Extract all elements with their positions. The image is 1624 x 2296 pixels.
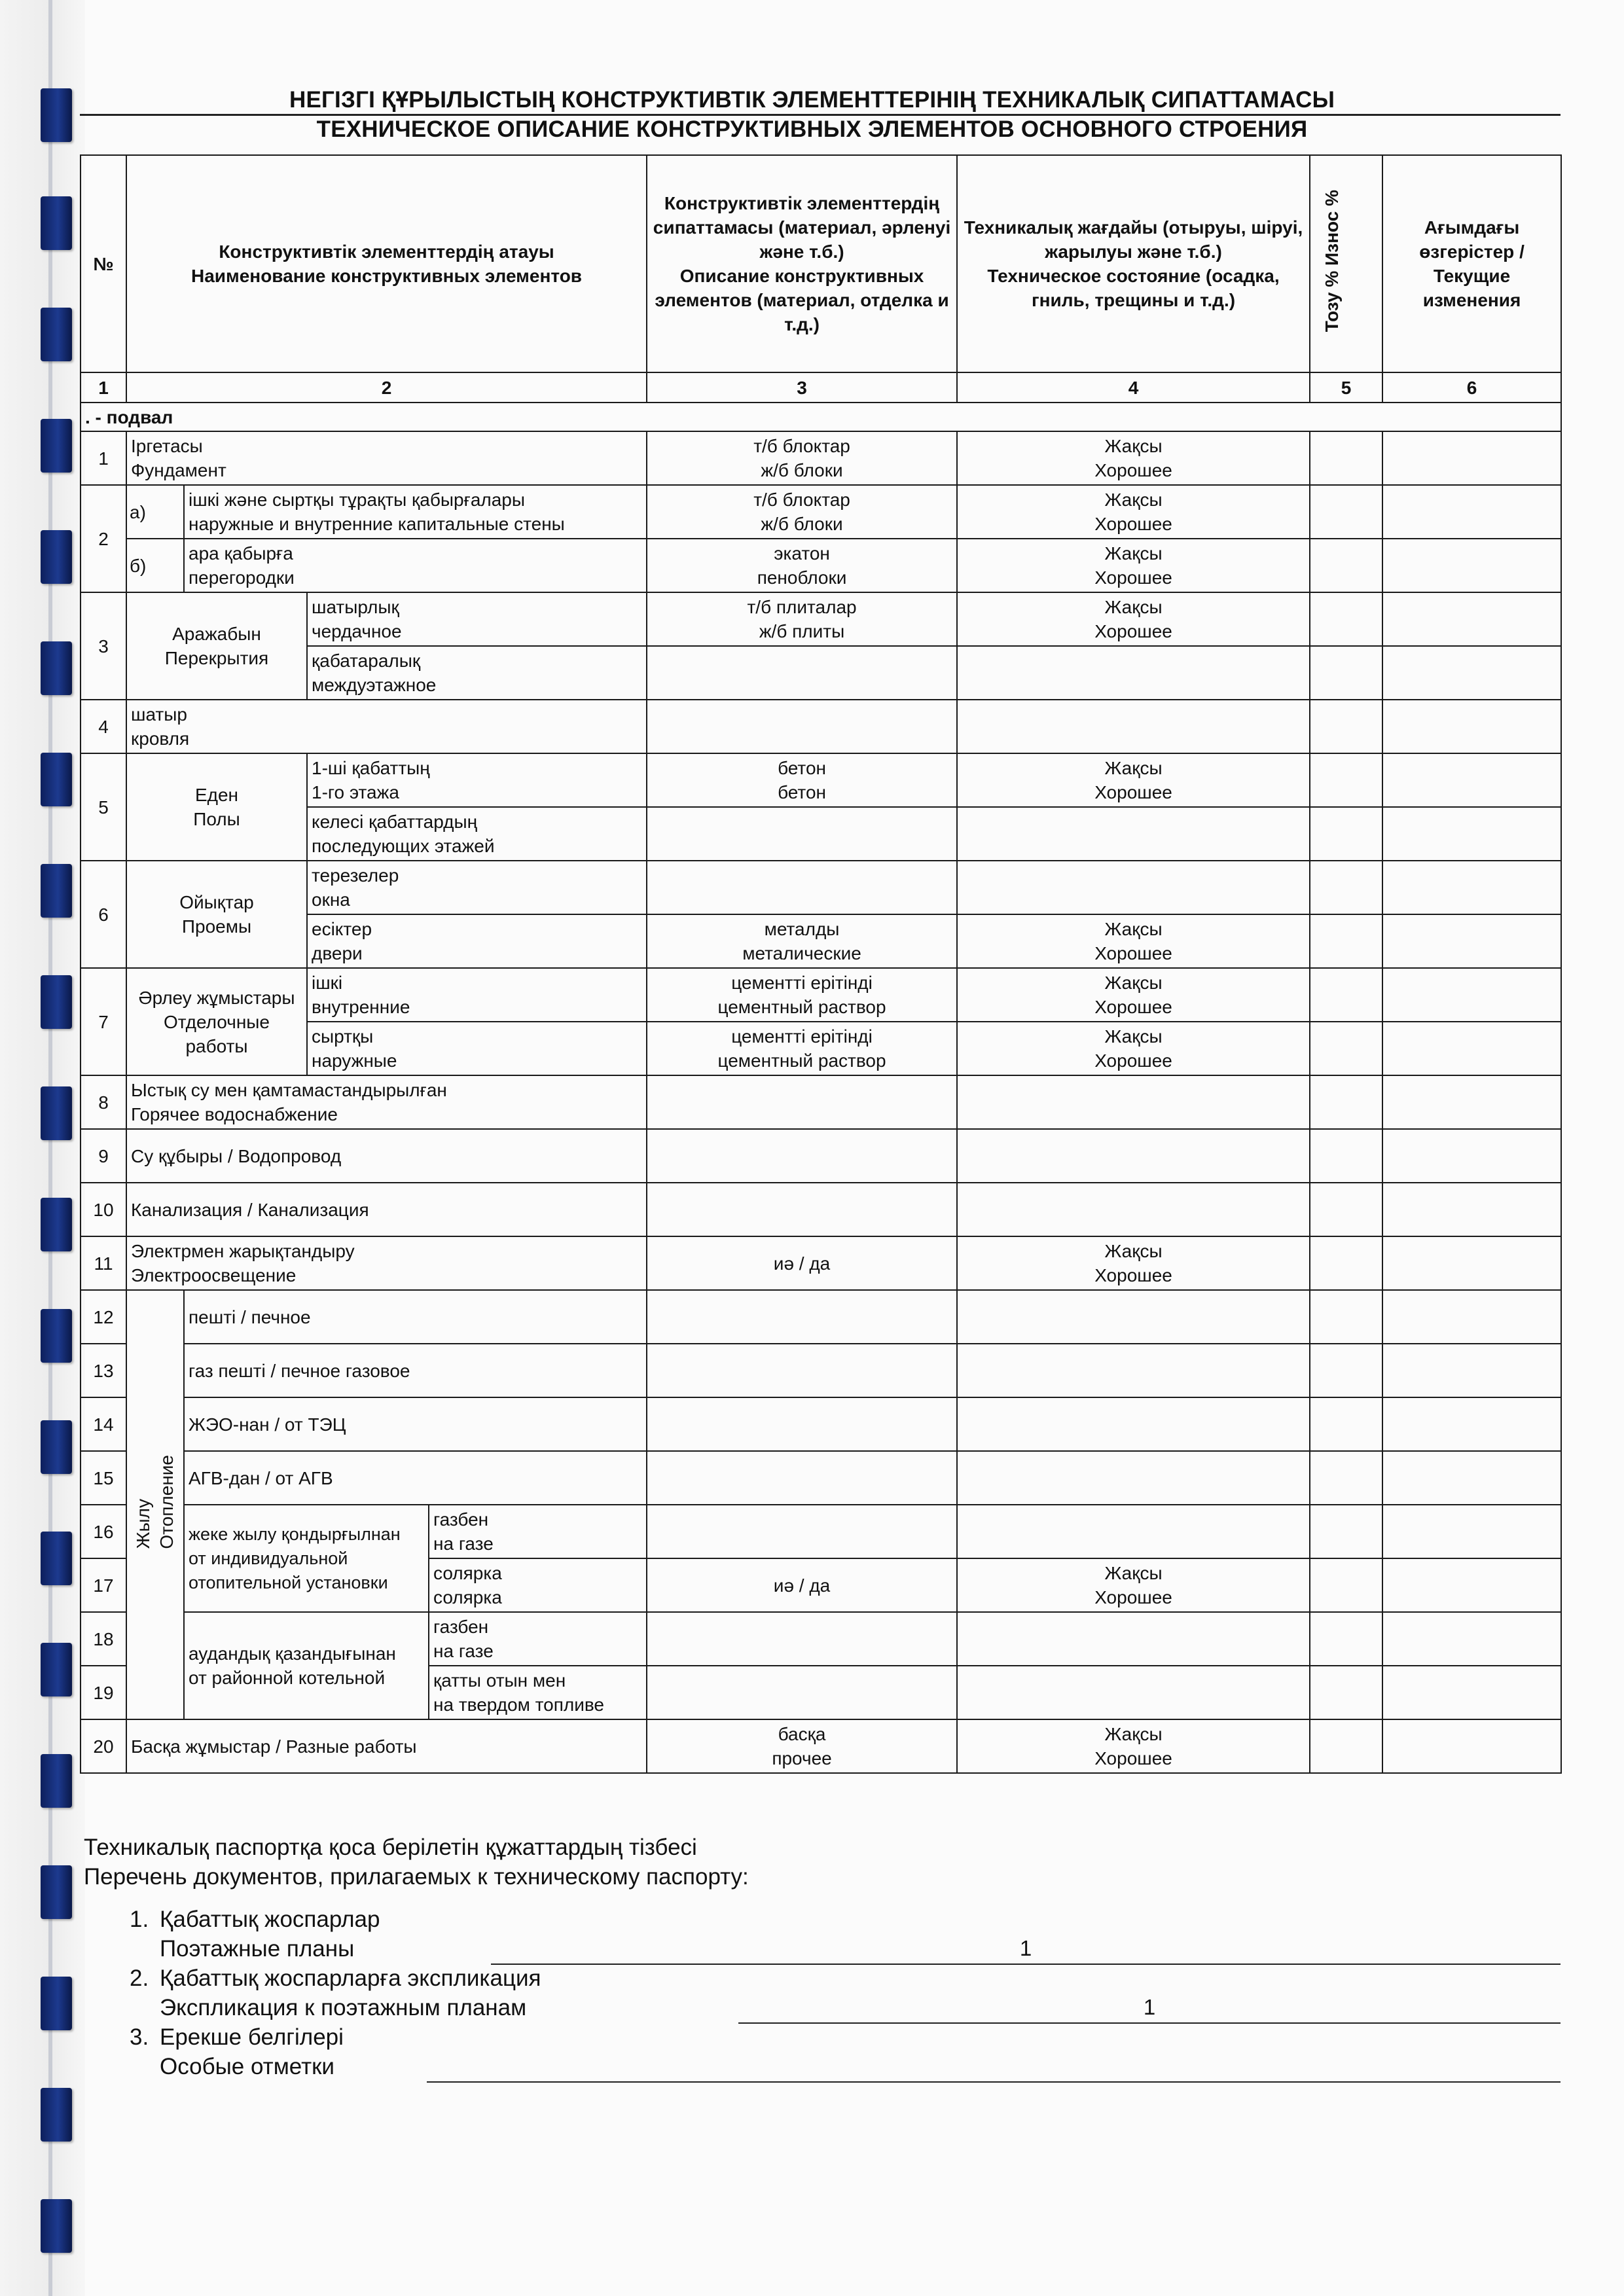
element-subname: шатырлық чердачное xyxy=(307,592,647,646)
element-description xyxy=(647,700,957,753)
element-state: Жақсы Хорошее xyxy=(957,968,1310,1022)
col-number: 3 xyxy=(647,372,957,403)
table-row xyxy=(81,1505,1561,1558)
element-state: Жақсы Хорошее xyxy=(957,485,1310,539)
element-state: Жақсы Хорошее xyxy=(957,1558,1310,1612)
changes-cell xyxy=(1382,1397,1561,1451)
element-name: ара қабырға перегородки xyxy=(184,539,647,592)
element-state xyxy=(957,1451,1310,1505)
elements-table xyxy=(80,154,1562,1774)
changes-cell xyxy=(1382,1344,1561,1397)
element-state xyxy=(957,1666,1310,1719)
element-description xyxy=(647,1397,957,1451)
element-state: Жақсы Хорошее xyxy=(957,1236,1310,1290)
element-state xyxy=(957,807,1310,861)
element-description xyxy=(647,646,957,700)
changes-cell xyxy=(1382,807,1561,861)
element-state: Жақсы Хорошее xyxy=(957,431,1310,485)
table-row xyxy=(81,753,1561,807)
row-number: 4 xyxy=(81,700,126,753)
col-number: 6 xyxy=(1382,372,1561,403)
element-state: Жақсы Хорошее xyxy=(957,753,1310,807)
row-number: 12 xyxy=(81,1290,126,1344)
element-name: Басқа жұмыстар / Разные работы xyxy=(126,1719,647,1773)
wear-cell xyxy=(1310,1022,1382,1075)
element-state xyxy=(957,1129,1310,1183)
row-number: 20 xyxy=(81,1719,126,1773)
row-number: 17 xyxy=(81,1558,126,1612)
element-state xyxy=(957,1290,1310,1344)
doc-item-underline xyxy=(491,1964,1561,1965)
table-row xyxy=(81,1719,1561,1773)
element-subname: келесі қабаттардың последующих этажей xyxy=(307,807,647,861)
table-row xyxy=(81,1129,1561,1183)
changes-cell xyxy=(1382,1558,1561,1612)
element-name: ЖЭО-нан / от ТЭЦ xyxy=(184,1397,647,1451)
col-number: 2 xyxy=(126,372,647,403)
changes-cell xyxy=(1382,1505,1561,1558)
element-description xyxy=(647,807,957,861)
element-description xyxy=(647,1505,957,1558)
section-row xyxy=(81,403,1561,431)
changes-cell xyxy=(1382,1022,1561,1075)
table-row xyxy=(81,861,1561,914)
element-subname: газбен на газе xyxy=(429,1612,647,1666)
element-subname: ішкі внутренние xyxy=(307,968,647,1022)
doc-item-kz: Ерекше белгілері xyxy=(160,2024,344,2050)
table-row xyxy=(81,1183,1561,1236)
element-description: иә / да xyxy=(647,1558,957,1612)
element-state xyxy=(957,1183,1310,1236)
table-row xyxy=(81,485,1561,539)
row-number: 13 xyxy=(81,1344,126,1397)
element-description: иә / да xyxy=(647,1236,957,1290)
element-state xyxy=(957,1505,1310,1558)
row-number: 11 xyxy=(81,1236,126,1290)
doc-item-ru: Поэтажные планы xyxy=(160,1936,355,1962)
sub-letter: а) xyxy=(126,485,184,539)
element-description: металды металические xyxy=(647,914,957,968)
table-row xyxy=(81,1075,1561,1129)
table-row xyxy=(81,700,1561,753)
wear-cell xyxy=(1310,700,1382,753)
wear-cell xyxy=(1310,1558,1382,1612)
doc-item-number: 2. xyxy=(130,1965,149,1991)
element-subname: газбен на газе xyxy=(429,1505,647,1558)
element-group: Аражабын Перекрытия xyxy=(126,592,307,700)
element-name: Іргетасы Фундамент xyxy=(126,431,647,485)
element-name: Электрмен жарықтандыру Электроосвещение xyxy=(126,1236,647,1290)
wear-cell xyxy=(1310,753,1382,807)
docs-heading-ru: Перечень документов, прилагаемых к техническому паспорту: xyxy=(84,1864,749,1890)
col-number: 1 xyxy=(81,372,126,403)
changes-cell xyxy=(1382,1666,1561,1719)
row-number: 15 xyxy=(81,1451,126,1505)
table-row xyxy=(81,1290,1561,1344)
title-rule xyxy=(80,114,1561,116)
row-number: 2 xyxy=(81,485,126,592)
changes-cell xyxy=(1382,968,1561,1022)
row-number: 19 xyxy=(81,1666,126,1719)
table-row xyxy=(81,968,1561,1022)
row-number: 6 xyxy=(81,861,126,968)
doc-item-underline xyxy=(738,2022,1561,2024)
element-state: Жақсы Хорошее xyxy=(957,592,1310,646)
row-number: 16 xyxy=(81,1505,126,1558)
wear-cell xyxy=(1310,807,1382,861)
wear-cell xyxy=(1310,1505,1382,1558)
wear-cell xyxy=(1310,1236,1382,1290)
row-number: 7 xyxy=(81,968,126,1075)
page-title-ru: ТЕХНИЧЕСКОЕ ОПИСАНИЕ КОНСТРУКТИВНЫХ ЭЛЕМЕНТОВ ОСНОВНОГО СТРОЕНИЯ xyxy=(316,117,1308,142)
row-number: 5 xyxy=(81,753,126,861)
element-description xyxy=(647,1451,957,1505)
changes-cell xyxy=(1382,485,1561,539)
element-state xyxy=(957,1397,1310,1451)
row-number: 8 xyxy=(81,1075,126,1129)
element-group: аудандық қазандығынан от районной котельной xyxy=(184,1612,429,1719)
table-row xyxy=(81,1612,1561,1666)
changes-cell xyxy=(1382,914,1561,968)
wear-cell xyxy=(1310,539,1382,592)
element-name: Канализация / Канализация xyxy=(126,1183,647,1236)
element-name: шатыр кровля xyxy=(126,700,647,753)
changes-cell xyxy=(1382,539,1561,592)
page-title-kz: НЕГІЗГІ ҚҰРЫЛЫСТЫҢ КОНСТРУКТИВТІК ЭЛЕМЕНТТЕРІНІҢ ТЕХНИКАЛЫҚ СИПАТТАМАСЫ xyxy=(289,87,1335,113)
table-row xyxy=(81,1236,1561,1290)
element-description: экатон пеноблоки xyxy=(647,539,957,592)
element-group: Әрлеу жұмыстары Отделочные работы xyxy=(126,968,307,1075)
row-number: 14 xyxy=(81,1397,126,1451)
element-state xyxy=(957,1344,1310,1397)
element-state xyxy=(957,700,1310,753)
element-subname: сыртқы наружные xyxy=(307,1022,647,1075)
row-number: 1 xyxy=(81,431,126,485)
element-state xyxy=(957,861,1310,914)
doc-item-number: 3. xyxy=(130,2024,149,2050)
changes-cell xyxy=(1382,1075,1561,1129)
element-state: Жақсы Хорошее xyxy=(957,914,1310,968)
element-description: т/б блоктар ж/б блоки xyxy=(647,485,957,539)
element-description xyxy=(647,861,957,914)
heating-label: Жылу Отопление xyxy=(126,1290,184,1719)
element-description xyxy=(647,1075,957,1129)
wear-cell xyxy=(1310,1290,1382,1344)
wear-cell xyxy=(1310,592,1382,646)
element-state: Жақсы Хорошее xyxy=(957,1719,1310,1773)
element-subname: есіктер двери xyxy=(307,914,647,968)
changes-cell xyxy=(1382,592,1561,646)
header-wear: Тозу % Износ % xyxy=(1310,155,1382,372)
element-description xyxy=(647,1183,957,1236)
header-state: Техникалық жағдайы (отыруы, шіруі, жарылуы және т.б.) Техническое состояние (осадка, гниль, трещины и т.д.) xyxy=(957,155,1310,372)
element-subname: 1-ші қабаттың 1-го этажа xyxy=(307,753,647,807)
wear-cell xyxy=(1310,1075,1382,1129)
element-description xyxy=(647,1344,957,1397)
wear-cell xyxy=(1310,1612,1382,1666)
changes-cell xyxy=(1382,1719,1561,1773)
element-state: Жақсы Хорошее xyxy=(957,539,1310,592)
table-header-row xyxy=(81,155,1561,372)
element-subname: қатты отын мен на твердом топливе xyxy=(429,1666,647,1719)
column-numbers-row xyxy=(81,372,1561,403)
wear-cell xyxy=(1310,968,1382,1022)
section-label: . - подвал xyxy=(81,403,1561,431)
doc-item-ru: Экспликация к поэтажным планам xyxy=(160,1995,527,2020)
row-number: 18 xyxy=(81,1612,126,1666)
header-no: № xyxy=(81,155,126,372)
element-description: бетон бетон xyxy=(647,753,957,807)
wear-cell xyxy=(1310,1183,1382,1236)
changes-cell xyxy=(1382,861,1561,914)
wear-cell xyxy=(1310,431,1382,485)
doc-item-value: 1 xyxy=(1143,1995,1156,2019)
element-description: басқа прочее xyxy=(647,1719,957,1773)
doc-item-ru: Особые отметки xyxy=(160,2054,334,2079)
doc-item-underline xyxy=(427,2081,1561,2083)
changes-cell xyxy=(1382,431,1561,485)
element-group: Ойықтар Проемы xyxy=(126,861,307,968)
wear-cell xyxy=(1310,914,1382,968)
docs-heading-kz: Техникалық паспортқа қоса берілетін құжаттардың тізбесі xyxy=(84,1835,697,1860)
element-group: жеке жылу қондырғылнан от индивидуальной отопительной установки xyxy=(184,1505,429,1612)
wear-cell xyxy=(1310,485,1382,539)
changes-cell xyxy=(1382,1451,1561,1505)
header-changes: Ағымдағы өзгерістер / Текущие изменения xyxy=(1382,155,1561,372)
wear-cell xyxy=(1310,861,1382,914)
element-name: Ыстық су мен қамтамастандырылған Горячее водоснабжение xyxy=(126,1075,647,1129)
doc-item-value: 1 xyxy=(1019,1936,1032,1960)
element-subname: қабатаралық междуэтажное xyxy=(307,646,647,700)
element-name: АГВ-дан / от АГВ xyxy=(184,1451,647,1505)
element-description xyxy=(647,1129,957,1183)
wear-cell xyxy=(1310,1666,1382,1719)
element-state xyxy=(957,1075,1310,1129)
wear-cell xyxy=(1310,1719,1382,1773)
wear-cell xyxy=(1310,1129,1382,1183)
element-name: газ пешті / печное газовое xyxy=(184,1344,647,1397)
header-name: Конструктивтік элементтердің атауы Наименование конструктивных элементов xyxy=(126,155,647,372)
changes-cell xyxy=(1382,1290,1561,1344)
doc-item-kz: Қабаттық жоспарлар xyxy=(160,1907,380,1932)
element-description xyxy=(647,1612,957,1666)
table-row xyxy=(81,592,1561,646)
row-number: 10 xyxy=(81,1183,126,1236)
changes-cell xyxy=(1382,1129,1561,1183)
element-description: т/б блоктар ж/б блоки xyxy=(647,431,957,485)
changes-cell xyxy=(1382,753,1561,807)
element-name: Су құбыры / Водопровод xyxy=(126,1129,647,1183)
element-description: цементті ерітінді цементный раствор xyxy=(647,1022,957,1075)
table-row xyxy=(81,539,1561,592)
wear-cell xyxy=(1310,1344,1382,1397)
col-number: 5 xyxy=(1310,372,1382,403)
table-row xyxy=(81,1344,1561,1397)
changes-cell xyxy=(1382,1236,1561,1290)
wear-cell xyxy=(1310,646,1382,700)
changes-cell xyxy=(1382,1612,1561,1666)
header-description: Конструктивтік элементтердің сипаттамасы (материал, әрленуі және т.б.) Описание конструктивных элементов (материал, отделка и т.д.) xyxy=(647,155,957,372)
table-row xyxy=(81,1451,1561,1505)
element-state xyxy=(957,1612,1310,1666)
row-number: 9 xyxy=(81,1129,126,1183)
wear-cell xyxy=(1310,1451,1382,1505)
element-state xyxy=(957,646,1310,700)
table-row xyxy=(81,1397,1561,1451)
col-number: 4 xyxy=(957,372,1310,403)
element-description: цементті ерітінді цементный раствор xyxy=(647,968,957,1022)
changes-cell xyxy=(1382,1183,1561,1236)
doc-item-kz: Қабаттық жоспарларға экспликация xyxy=(160,1965,541,1991)
element-subname: солярка солярка xyxy=(429,1558,647,1612)
element-name: ішкі және сыртқы тұрақты қабырғалары наружные и внутренние капитальные стены xyxy=(184,485,647,539)
changes-cell xyxy=(1382,700,1561,753)
element-description xyxy=(647,1666,957,1719)
element-description xyxy=(647,1290,957,1344)
wear-cell xyxy=(1310,1397,1382,1451)
doc-item-number: 1. xyxy=(130,1907,149,1932)
table-row xyxy=(81,431,1561,485)
changes-cell xyxy=(1382,646,1561,700)
element-state: Жақсы Хорошее xyxy=(957,1022,1310,1075)
element-group: Еден Полы xyxy=(126,753,307,861)
element-subname: терезелер окна xyxy=(307,861,647,914)
element-name: пешті / печное xyxy=(184,1290,647,1344)
sub-letter: б) xyxy=(126,539,184,592)
row-number: 3 xyxy=(81,592,126,700)
element-description: т/б плиталар ж/б плиты xyxy=(647,592,957,646)
